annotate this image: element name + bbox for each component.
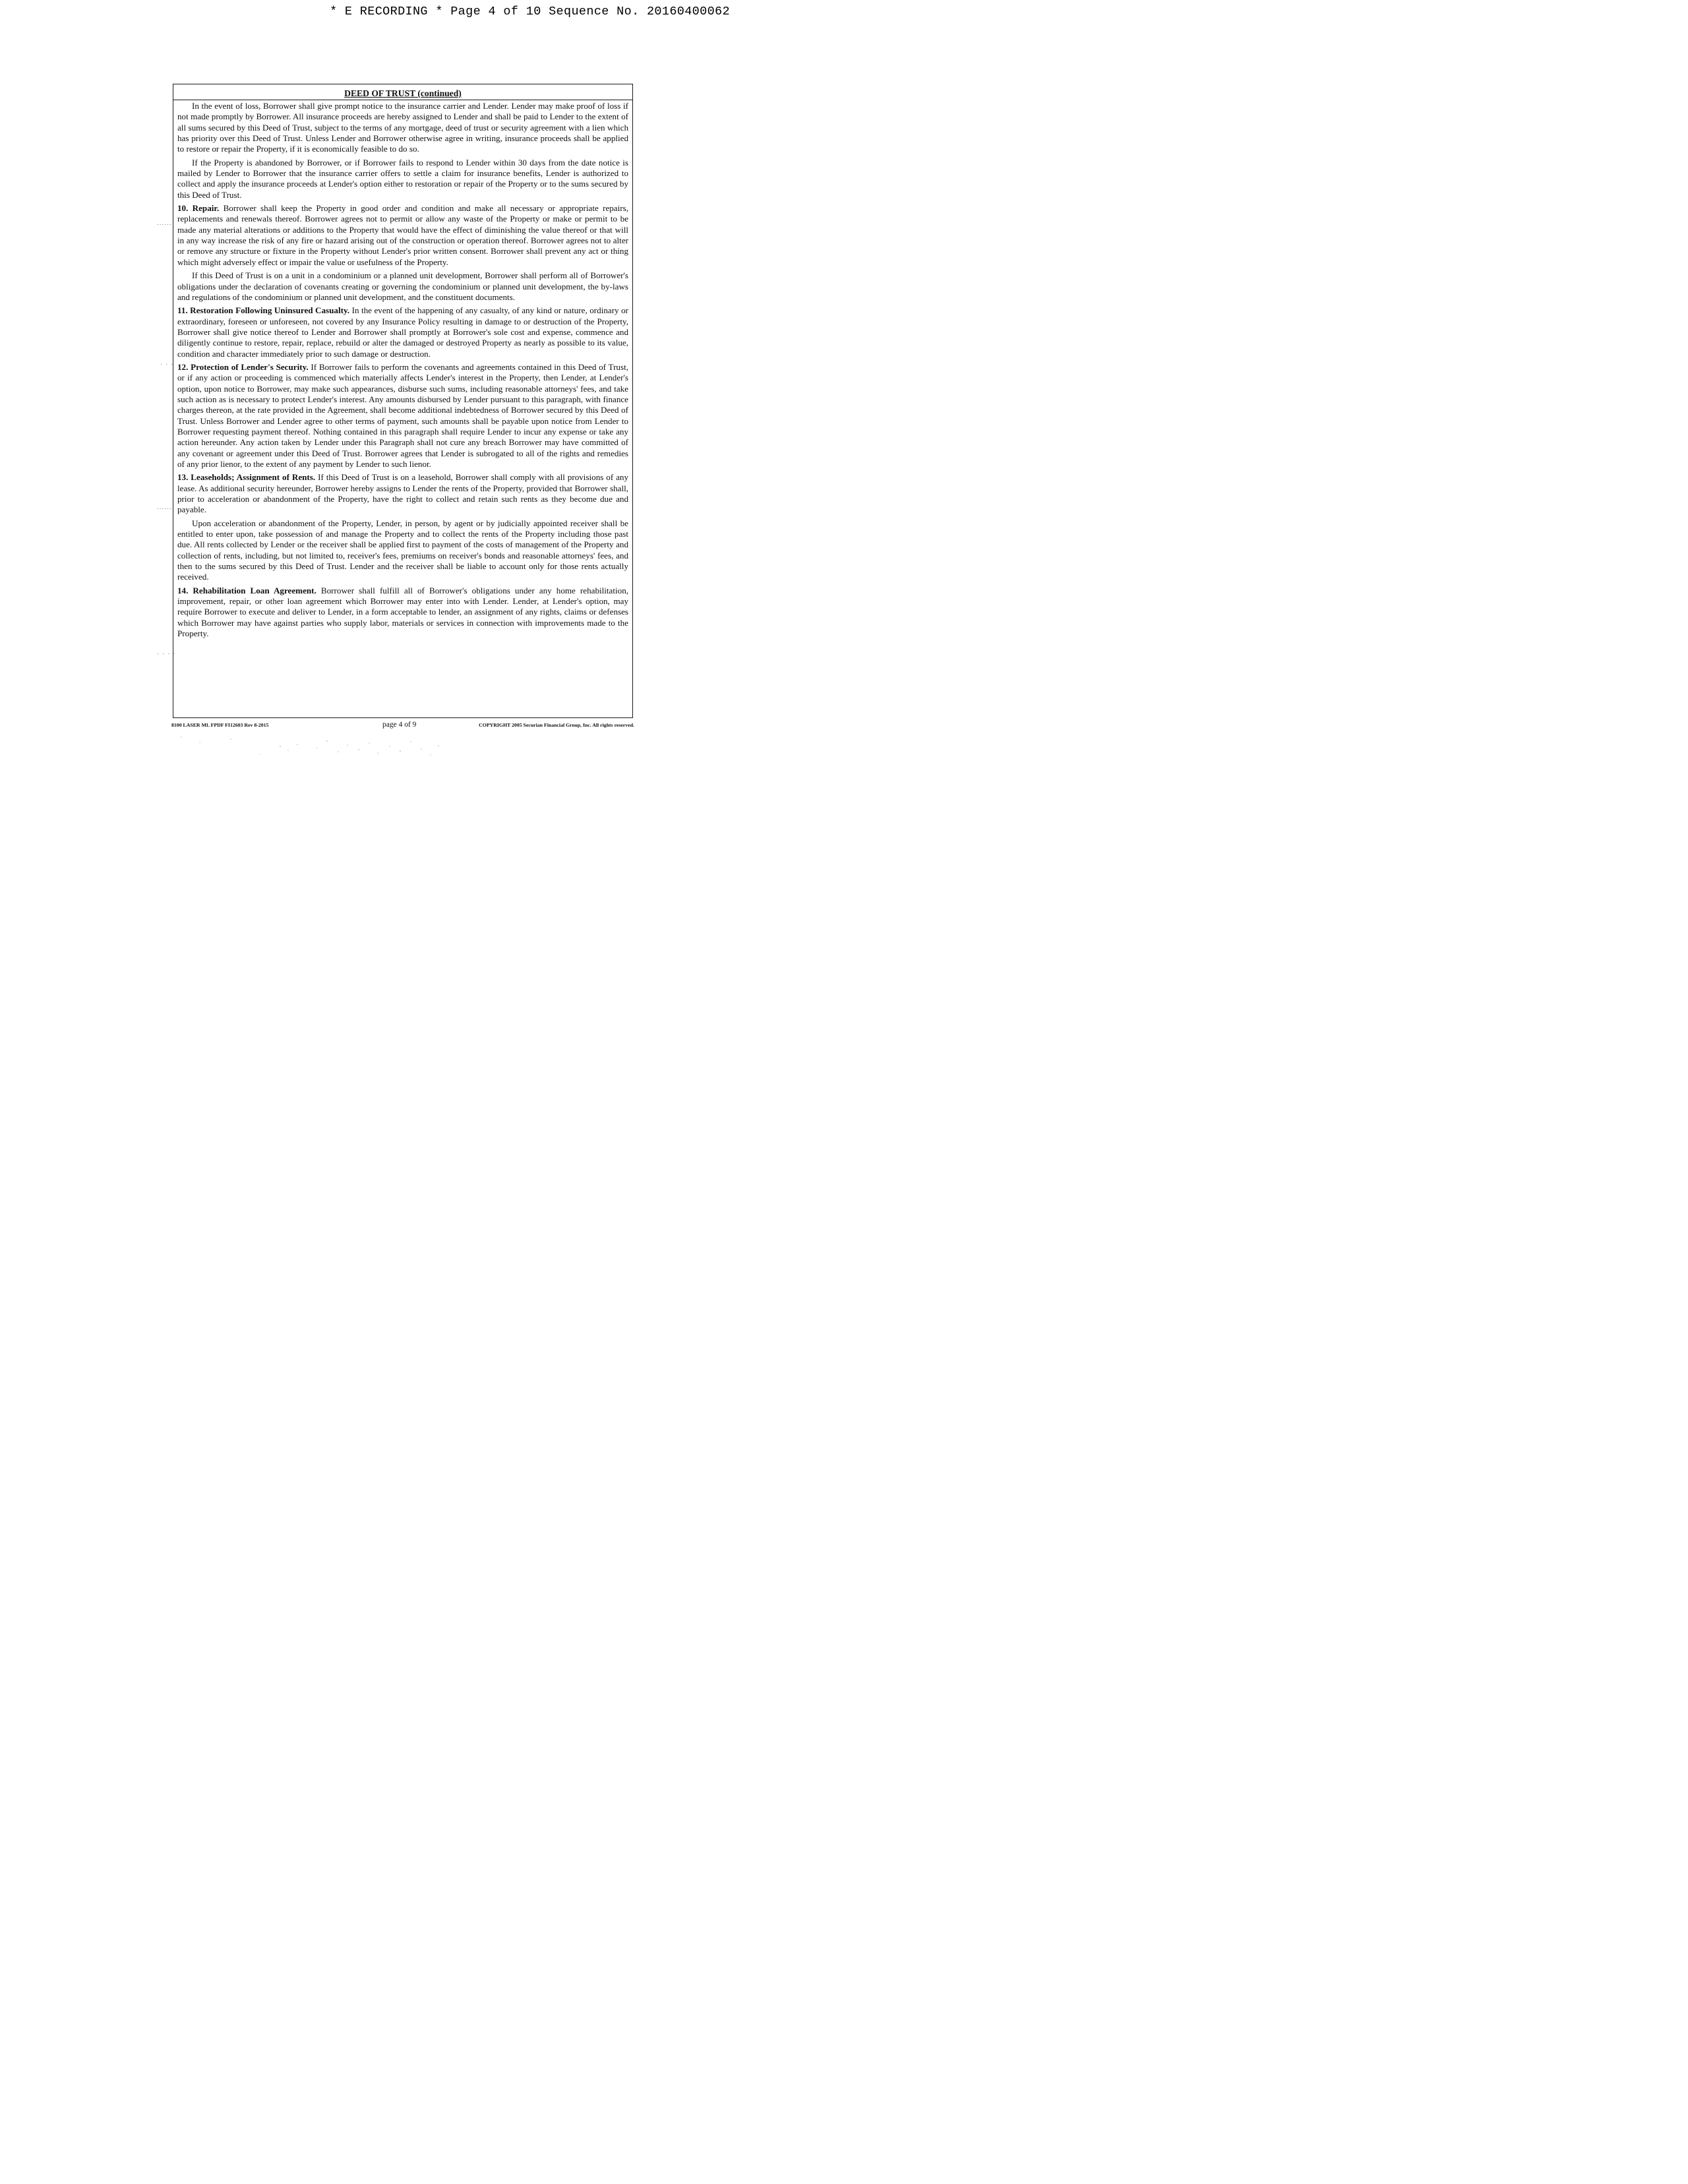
paragraph-text: Upon acceleration or abandonment of the Property, Lender, in person, by agent or by judicially appointed receiver shall be entitled to enter upon, take possession of and manage the Property and to collect the rents of the Property including those past due. All rents collected by Lender or the receiver shall be applied first to payment of the costs of management of the Property and collection of rents, including, but not limited to, receiver's fees, premiums on receiver's bonds and reasonable attorneys' fees, and then to the sums secured by this Deed of Trust. Lender and the receiver shall be liable to account only for those rents actually received. (177, 518, 628, 582)
section-text: Borrower shall keep the Property in good order and condition and make all necessary or appropriate repairs, replacements and renewals thereof. Borrower agrees not to permit or allow any waste of the Property or make or permit to be made any material alterations or additions to the Property that would have the effect of diminishing the value thereof or that will in any way increase the risk of any fire or hazard arising out of the construction or operation thereof. Borrower agrees not to alter or remove any structure or fixture in the Property without Lender's prior written consent. Borrower shall prevent any act or thing which might adversely effect or impair the value or usefulness of the Property. (177, 203, 628, 267)
section-11-restoration (177, 305, 628, 359)
form-title: DEED OF TRUST (continued) (173, 84, 632, 100)
paragraph-acceleration (177, 518, 628, 583)
section-heading: 13. Leaseholds; Assignment of Rents. (177, 472, 316, 483)
margin-mark: ...... (157, 504, 172, 511)
section-heading: 12. Protection of Lender's Security. (177, 361, 309, 372)
paragraph-insurance-loss (177, 101, 628, 155)
deed-of-trust-form (173, 84, 633, 718)
form-footer (171, 721, 634, 730)
paragraph-text: In the event of loss, Borrower shall give prompt notice to the insurance carrier and Lender. Lender may make proof of loss if not made promptly by Borrower. All insurance proceeds are hereby assigned to Lender and shall be paid to Lender to the extent of all sums secured by this Deed of Trust, subject to the terms of any mortgage, deed of trust or security agreement with a lien which has priority over this Deed of Trust. Unless Lender and Borrower otherwise agree in writing, insurance proceeds shall be applied to restore or repair the Property, if it is economically feasible to do so. (177, 101, 628, 154)
section-heading: 11. Restoration Following Uninsured Casualty. (177, 305, 350, 316)
section-13-leaseholds (177, 472, 628, 515)
section-text: Borrower shall fulfill all of Borrower's obligations under any home rehabilitation, improvement, repair, or other loan agreement which Borrower may enter into with Lender. Lender, at Lender's option, may require Borrower to execute and deliver to Lender, in a form acceptable to lender, an assignment of any rights, claims or defenses which Borrower may have against parties who supply labor, materials or services in connection with improvements made to the Property. (177, 585, 629, 639)
section-12-protection (177, 362, 628, 470)
margin-mark: · · · · (157, 650, 176, 657)
form-number: 8100 LASER ML FPDF FI12603 Rev 8-2015 (171, 722, 269, 728)
section-text: If Borrower fails to perform the covenants and agreements contained in this Deed of Trust, or if any action or proceeding is commenced which materially affects Lender's interest in the Property, then Lender, at Lender's option, upon notice to Borrower, may make such appearances, disburse such sums, including reasonable attorneys' fees, and take such action as is necessary to protect Lender's interest. Any amounts disbursed by Lender pursuant to this paragraph, with finance charges thereon, at the rate provided in the Agreement, shall become additional indebtedness of Borrower secured by this Deed of Trust. Unless Borrower and Lender agree to other terms of payment, such amounts shall be payable upon notice from Lender to Borrower requesting payment thereof. Nothing contained in this paragraph shall require Lender to incur any expense or take any action hereunder. Any action taken by Lender under this Paragraph shall not cure any breach Borrower may have committed of any covenant or agreement under this Deed of Trust. Borrower agrees that Lender is subrogated to all of the rights and remedies of any prior lienor, to the extent of any payment by Lender to such lienor. (177, 361, 628, 469)
section-heading: 10. Repair. (177, 203, 220, 214)
page-number: page 4 of 9 (382, 721, 417, 729)
section-text: In the event of the happening of any casualty, of any kind or nature, ordinary or extraordinary, foreseen or unforeseen, not covered by any Insurance Policy resulting in damage to or destruction of the Property, Borrower shall give notice thereof to Lender and Borrower shall promptly at Borrower's sole cost and expense, commence and diligently continue to restore, repair, replace, rebuild or alter the damaged or destroyed Property as nearly as possible to its value, condition and character immediately prior to such damage or destruction. (177, 305, 628, 359)
section-10-repair (177, 203, 628, 268)
section-14-rehabilitation (177, 586, 628, 640)
margin-mark: ...... (157, 220, 172, 227)
recording-header: * E RECORDING * Page 4 of 10 Sequence No. 20160400062 (330, 5, 730, 18)
paragraph-text: If the Property is abandoned by Borrower, or if Borrower fails to respond to Lender within 30 days from the date notice is mailed by Lender to Borrower that the insurance carrier offers to settle a claim for insurance benefits, Lender is authorized to collect and apply the insurance proceeds at Lender's option either to restoration or repair of the Property or to the sums secured by this Deed of Trust. (177, 157, 628, 200)
margin-mark: · · · (160, 361, 174, 368)
section-text: If this Deed of Trust is on a leasehold, Borrower shall comply with all provisions of any lease. As additional security hereunder, Borrower hereby assigns to Lender the rents of the Property, provided that Borrower shall, prior to acceleration or abandonment of the Property, have the right to collect and retain such rents as they become due and payable. (177, 472, 629, 515)
paragraph-text: If this Deed of Trust is on a unit in a condominium or a planned unit development, Borrower shall perform all of Borrower's obligations under the declaration of covenants creating or governing the condominium or planned unit development, the by-laws and regulations of the condominium or planned unit development, and the constituent documents. (177, 270, 628, 302)
section-heading: 14. Rehabilitation Loan Agreement. (177, 585, 316, 595)
paragraph-condominium (177, 270, 628, 303)
form-body (173, 100, 632, 640)
paragraph-abandonment (177, 158, 628, 200)
scan-noise (168, 733, 471, 760)
copyright-notice: COPYRIGHT 2005 Securian Financial Group, Inc. All rights reserved. (479, 722, 634, 728)
